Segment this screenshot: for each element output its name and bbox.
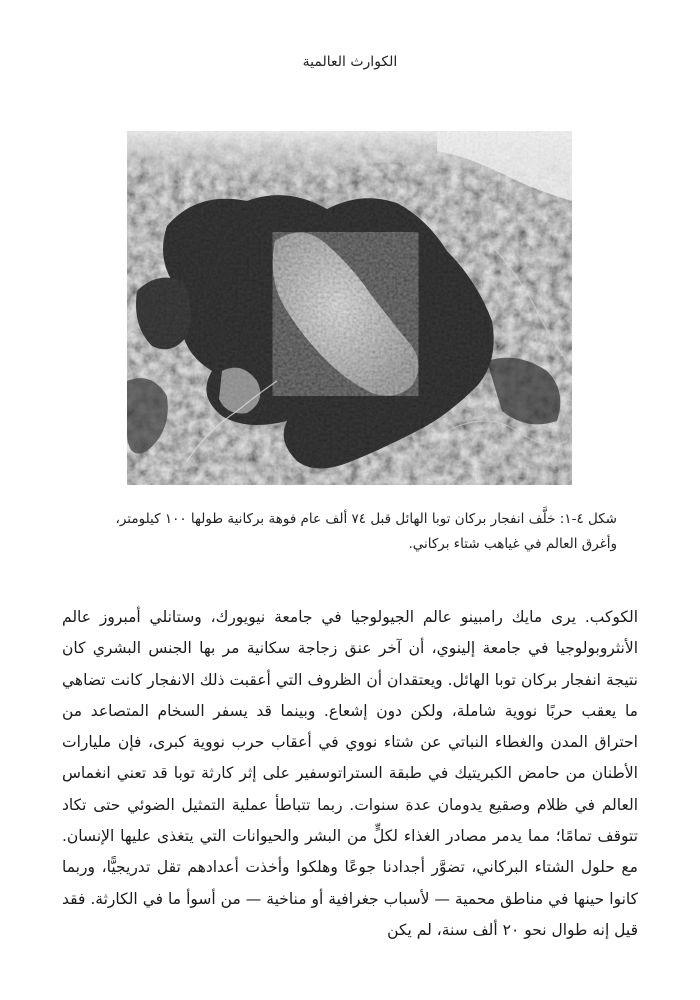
toba-lake-aerial-photo	[127, 131, 572, 485]
body-paragraph: الكوكب. يرى مايك رامبينو عالم الجيولوجيا في جامعة نيويورك، وستانلي أمبروز عالم الأنثروبولوجيا في جامعة إلينوي، أن آخر عنق زجاجة سكانية مر بها الجنس البشري كان نتيجة انفجار بركان توبا الهائل. ويعتقدان أن الظروف التي أعقبت ذلك الانفجار كانت تضاهي ما يعقب حربًا نووية شاملة، ولكن دون إشعاع. وبينما قد يسفر السخام المتصاعد من احتراق المدن والغطاء النباتي عن شتاء نووي في أعقاب حرب نووية كبرى، فإن مليارات الأطنان من حامض الكبريتيك في طبقة الستراتوسفير على إثر كارثة توبا قد تعني انغماس العالم في ظلام وصقيع يدومان عدة سنوات. ربما تتباطأ عملية التمثيل الضوئي حتى تكاد تتوقف تمامًا؛ مما يدمر مصادر الغذاء لكلٍّ من البشر والحيوانات التي يتغذى عليها الإنسان. مع حلول الشتاء البركاني، تضوَّر أجدادنا جوعًا وهلكوا وأخذت أعدادهم تقل تدريجيًّا، وربما كانوا حينها في مناطق محمية — لأسباب جغرافية أو مناخية — من أسوأ ما في الكارثة. فقد قيل إنه طوال نحو ٢٠ ألف سنة، لم يكن	[62, 608, 638, 939]
body-text	[62, 602, 638, 946]
aerial-photo-image	[127, 131, 572, 485]
running-header: الكوارث العالمية	[302, 54, 398, 70]
figure-caption: شكل ٤-١: خلَّف انفجار بركان توبا الهائل قبل ٧٤ ألف عام فوهة بركانية طولها ١٠٠ كيلومتر، وأغرق العالم في غياهب شتاء بركاني.	[115, 511, 617, 552]
